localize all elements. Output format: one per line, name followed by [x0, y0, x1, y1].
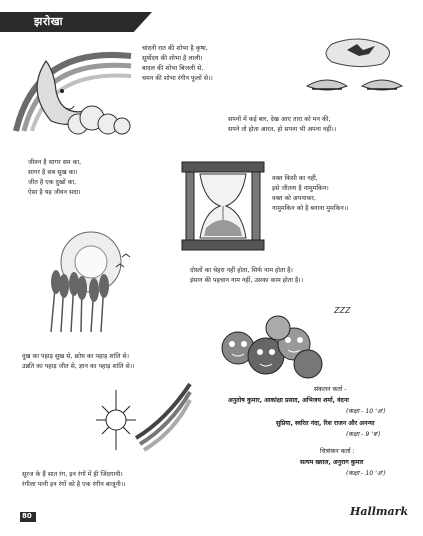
poem-line: सागर है सब सुख का।: [28, 169, 78, 176]
page-number: 80: [22, 512, 32, 520]
time-poem: [272, 174, 349, 214]
credits-group2-class: (कक्षा - 9 'ब'): [346, 431, 381, 438]
sleeping-eyes-illustration: [302, 34, 414, 106]
poem-line: जीत है एक दुखों का,: [28, 179, 77, 186]
poem-line: चांदनी रात की शोभा है कृषा,: [142, 45, 208, 52]
hallmark-logo: Hallmark: [350, 505, 409, 518]
wheat-field-illustration: [36, 222, 136, 332]
rainbow-poem: [22, 470, 126, 490]
poem-line: वक्त किसी का नहीं,: [272, 175, 318, 182]
credits-group3-label: चित्रांकन कर्ता :: [320, 448, 355, 455]
poem-line: जीवन है सागर सम का,: [28, 159, 82, 166]
smiley-faces-illustration: [218, 306, 338, 382]
eyes-poem: [228, 115, 336, 135]
sun-rainbow-illustration: [96, 380, 192, 462]
moon-poem: [142, 44, 213, 84]
friends-poem: [190, 266, 303, 286]
poem-line: सपनों में कई बार, देख आए तारा को मन की,: [228, 116, 331, 123]
poem-line: बादल की शोभा बिजली से,: [142, 65, 204, 72]
zzz-text: ZZZ: [334, 306, 351, 315]
hourglass-illustration: [180, 160, 266, 252]
poem-line: नामुमकिन को है बनाना मुमकिन।।: [272, 205, 349, 212]
poem-line: रंगीला पानी इन रंगों को है एक रंगीन बाजूनी।।: [22, 481, 126, 488]
poem-line: दोस्तों का चेहरा नहीं होता, सिर्फ नाम होता है।: [190, 267, 293, 274]
credits-group1-class: (कक्षा - 10 'अ'): [346, 408, 386, 415]
poem-line: दुख का पहाड़ सुख से, क्रोध का पहाड़ शांति से।: [22, 353, 130, 360]
credits-group2-names: सुप्रिया, स्वरित नंदा, रिश राजन और अनन्या: [276, 420, 375, 427]
poem-line: सूरज के हैं सात रंग, इन रंगों में ही जिंदगानी।: [22, 471, 123, 478]
section-header-band: [0, 12, 152, 32]
moon-rainbow-illustration: [6, 36, 136, 136]
poem-line: चमन की शोभा रंगीन फूलों से।।: [142, 75, 213, 82]
poem-line: इंसान की पहचान नाम नहीं, उसका काम होता है।।: [190, 277, 304, 284]
poem-line: उन्नति का पहाड़ जीत से, ज्ञान का पहाड़ शांति से।।: [22, 363, 135, 370]
credits-group3-class: (कक्षा - 10 'अ'): [346, 470, 386, 477]
sun-poem: [22, 352, 135, 372]
poem-line: सपने तो होता आरत, हो सपना भी अपना नहीं।।: [228, 126, 337, 133]
credits-group1-names: अनुतोष कुमार, आकांक्षा प्रसाद, अभिजय शर्मा, वंदना: [228, 397, 349, 404]
poem-line: सूर्योदय की शोभा है लाली।: [142, 55, 203, 62]
credits-group1-label: संकलन कर्ता -: [314, 386, 347, 393]
poem-line: ऐसा है यह जीवन सदा।: [28, 189, 81, 196]
poem-line: वक्त को अपनाकर,: [272, 195, 316, 202]
credits-group3-names: सत्यम ख्याल, अनुराग कुमार: [300, 459, 364, 466]
life-poem: [28, 158, 81, 198]
poem-line: इसे जीतना है नामुमकिन।: [272, 185, 329, 192]
section-title: झरोखा: [34, 15, 64, 28]
